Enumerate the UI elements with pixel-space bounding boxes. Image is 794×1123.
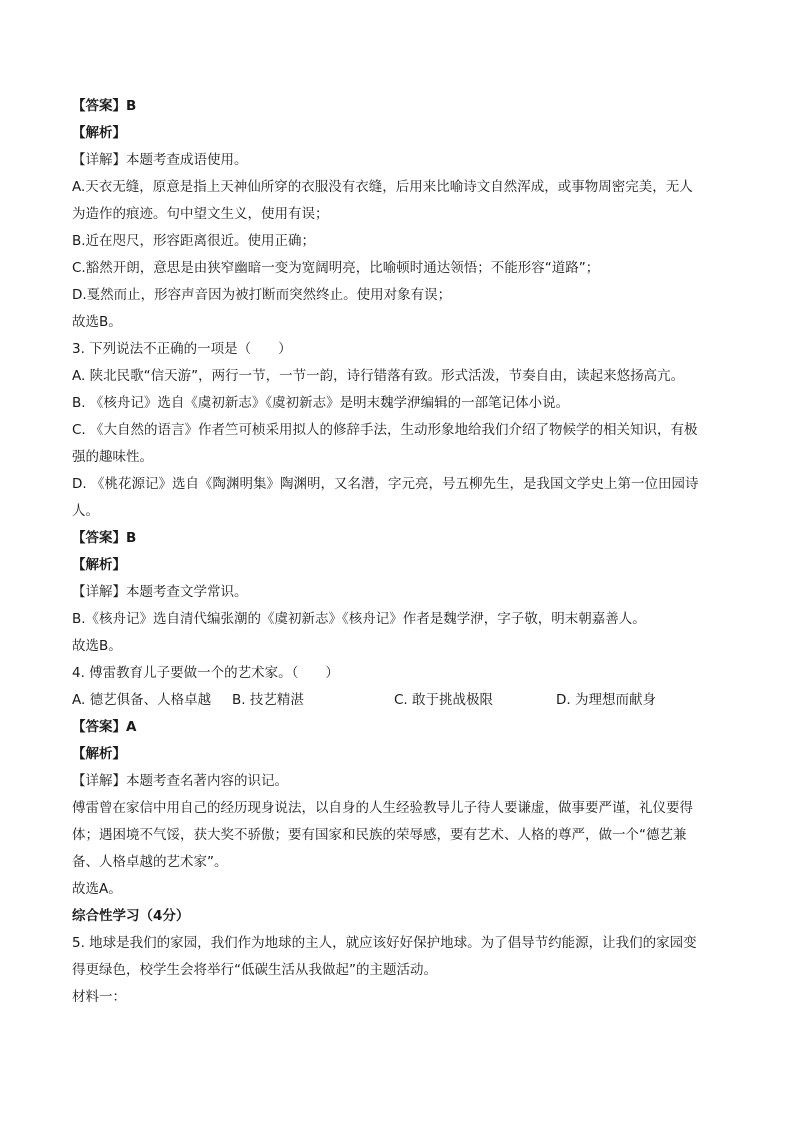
- text-line: 得更绿色，校学生会将举行“低碳生活从我做起”的主题活动。: [72, 962, 437, 978]
- text-line: A. 陕北民歌“信天游”，两行一节，一节一韵，诗行错落有致。形式活泼，节奏自由，读起来悠扬高亢。: [72, 368, 685, 384]
- text-block-1: [72, 93, 732, 687]
- text-line: 【解析】: [72, 557, 126, 573]
- document-page: [72, 93, 732, 1011]
- question-4-options: [72, 687, 732, 714]
- text-line: D.戛然而止，形容声音因为被打断而突然终止。使用对象有误；: [72, 287, 452, 303]
- text-line: 备、人格卓越的艺术家”。: [72, 854, 228, 870]
- option-c: C. 敢于挑战极限: [394, 692, 494, 708]
- text-line: B.近在咫尺，形容距离很近。使用正确；: [72, 233, 316, 249]
- text-line: C.豁然开朗，意思是由狭窄幽暗一变为宽阔明亮，比喻顿时通达领悟；不能形容“道路”；: [72, 260, 600, 276]
- text-line: A.天衣无缝，原意是指上天神仙所穿的衣服没有衣缝，后用来比喻诗文自然浑成，或事物周密完美，无人: [72, 179, 693, 195]
- text-line: 故选B。: [72, 314, 122, 330]
- text-line: 故选B。: [72, 638, 122, 654]
- text-line: 傅雷曾在家信中用自己的经历现身说法，以自身的人生经验教导儿子待人要谦虚，做事要严谨，礼仪要得: [72, 800, 693, 816]
- text-line: 【答案】A: [72, 719, 137, 735]
- text-line: 材料一：: [72, 989, 126, 1005]
- text-line: 【详解】本题考查文学常识。: [72, 584, 248, 600]
- text-line: B.《核舟记》选自清代编张潮的《虞初新志》《核舟记》作者是魏学洢，字子敬，明末朝嘉善人。: [72, 611, 646, 627]
- text-line: 【详解】本题考查成语使用。: [72, 152, 248, 168]
- text-line: 【解析】: [72, 125, 126, 141]
- text-line: B. 《核舟记》选自《虞初新志》《虞初新志》是明末魏学洢编辑的一部笔记体小说。: [72, 395, 570, 411]
- text-line: 【答案】B: [72, 98, 137, 114]
- text-line: 【详解】本题考查名著内容的识记。: [72, 773, 288, 789]
- text-line: 强的趣味性。: [72, 449, 153, 465]
- text-line: 人。: [72, 503, 99, 519]
- text-line: 【答案】B: [72, 530, 137, 546]
- option-b: B. 技艺精湛: [232, 692, 304, 708]
- text-line: 5. 地球是我们的家园，我们作为地球的主人，就应该好好保护地球。为了倡导节约能源，让我们的家园变: [72, 935, 697, 951]
- text-line: 4. 傅雷教育儿子要做一个的艺术家。（ ）: [72, 665, 339, 681]
- option-a: A. 德艺俱备、人格卓越: [72, 692, 212, 708]
- text-line: 故选A。: [72, 881, 122, 897]
- text-block-2: [72, 714, 732, 1011]
- option-d: D. 为理想而献身: [556, 692, 656, 708]
- text-line: 为造作的痕迹。句中望文生义，使用有误；: [72, 206, 329, 222]
- text-line: D. 《桃花源记》选自《陶渊明集》陶渊明，又名潜，字元亮，号五柳先生，是我国文学史上第一位田园诗: [72, 476, 699, 492]
- text-line: 体；遇困境不气馁，获大奖不骄傲；要有国家和民族的荣辱感，要有艺术、人格的尊严，做一个“德艺兼: [72, 827, 687, 843]
- text-line: C. 《大自然的语言》作者竺可桢采用拟人的修辞手法，生动形象地给我们介绍了物候学的相关知识，有极: [72, 422, 698, 438]
- text-line: 3. 下列说法不正确的一项是（ ）: [72, 341, 292, 357]
- text-line: 综合性学习（4分）: [72, 908, 190, 924]
- text-line: 【解析】: [72, 746, 126, 762]
